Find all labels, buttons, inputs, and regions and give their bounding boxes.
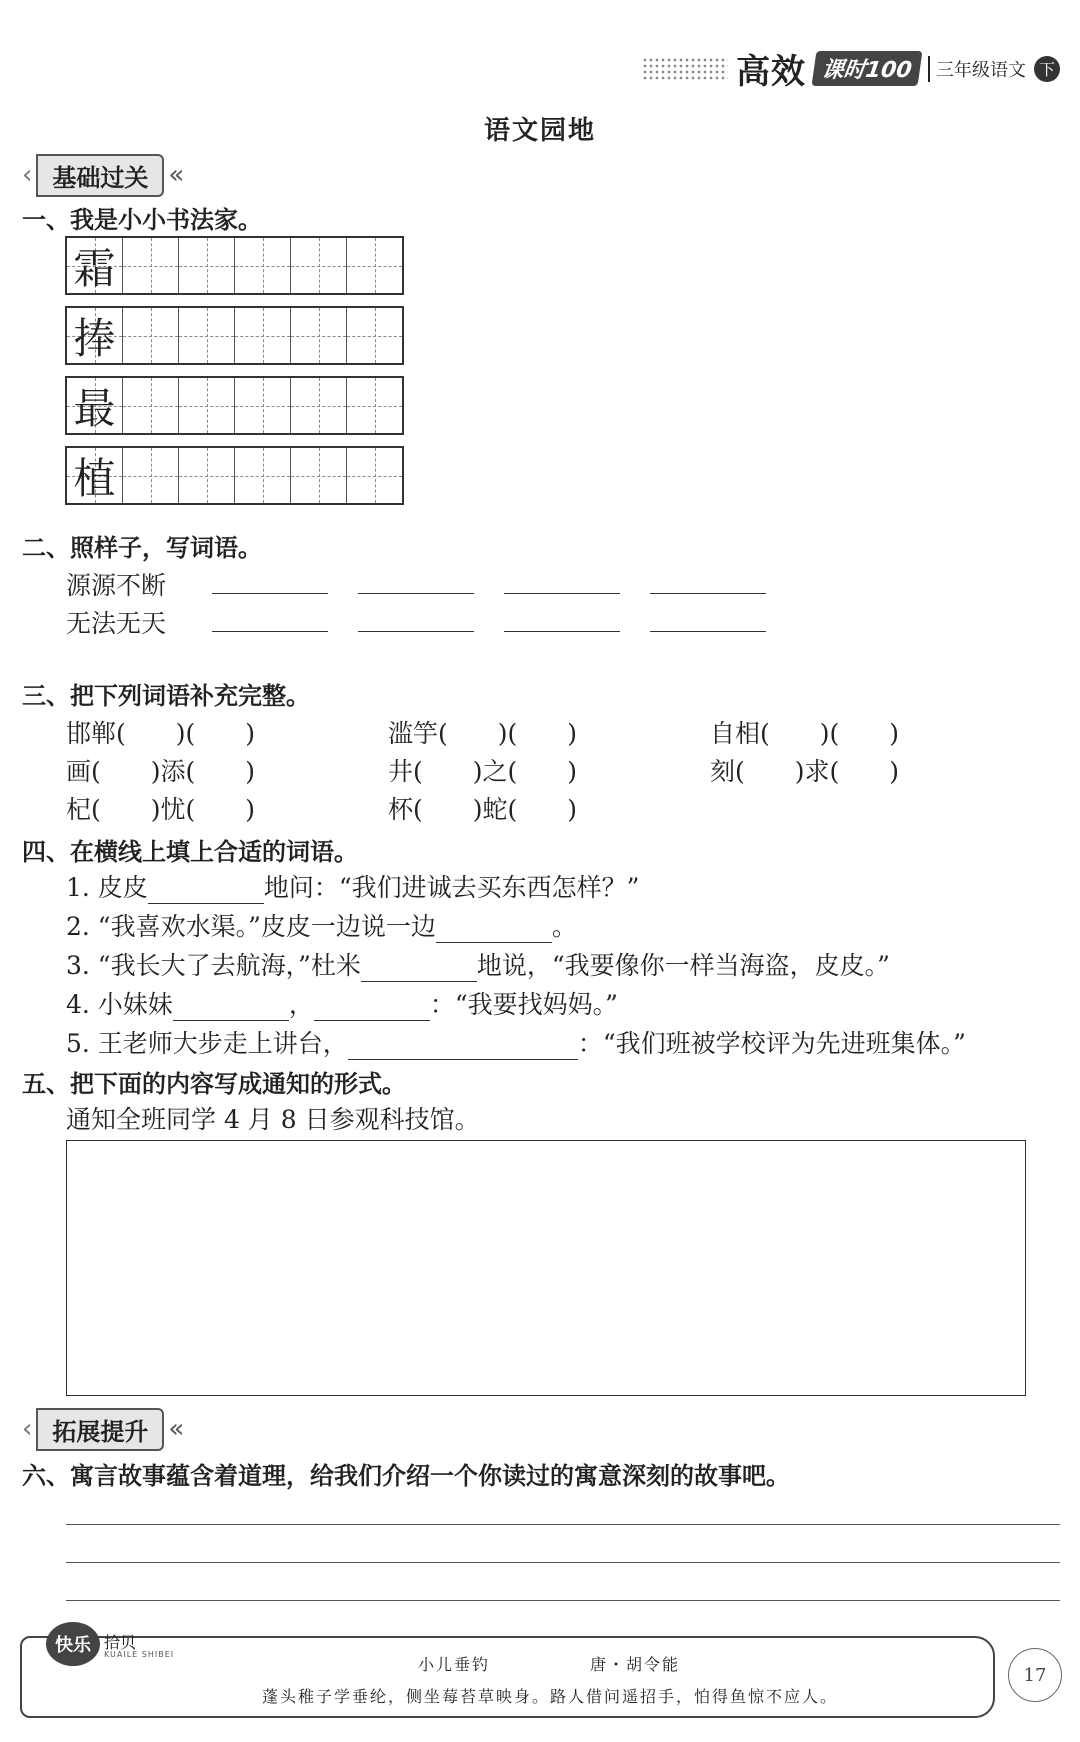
fun-label: 拾贝 [104,1633,137,1652]
grid-cell[interactable] [347,308,402,363]
grid-cell-model: 捧 [67,308,123,363]
double-chevron-left-icon: « [168,1414,179,1444]
idiom-fill[interactable]: 杞( )忧( ) [66,795,256,824]
sentence-text: ：“我们班被学校评为先进班集体。” [577,1029,966,1058]
question-1-heading: 一、我是小小书法家。 [22,206,262,234]
answer-blank[interactable] [212,592,328,594]
answer-blank[interactable] [436,918,552,943]
sentence-2 [66,907,577,943]
chevron-left-icon: ‹ [22,160,33,190]
answer-blank[interactable] [173,996,289,1021]
idiom-fill[interactable]: 画( )添( ) [66,757,256,786]
grid-cell[interactable] [123,238,179,293]
answer-blank[interactable] [314,996,430,1021]
question-2-heading: 二、照样子，写词语。 [22,534,262,562]
grid-cell[interactable] [179,238,235,293]
question-6-heading: 六、寓言故事蕴含着道理，给我们介绍一个你读过的寓意深刻的故事吧。 [22,1462,790,1490]
grid-cell-model: 植 [67,448,123,503]
grid-cell[interactable] [123,378,179,433]
page-header [642,44,1060,93]
sentence-text: 地说，“我要像你一样当海盗，皮皮。” [476,951,890,980]
sentence-text: ， [288,990,314,1019]
writing-grid-row [65,446,404,505]
poem-author: 唐・胡令能 [590,1655,681,1674]
sentence-text: 3. “我长大了去航海，”杜米 [66,951,361,980]
idiom-fill[interactable]: 杯( )蛇( ) [388,795,578,824]
fun-badge: 快乐 [46,1622,100,1666]
answer-blank[interactable] [212,630,328,632]
answer-blank[interactable] [504,630,620,632]
answer-blank[interactable] [348,1035,578,1060]
brand-title: 高效 [736,52,807,92]
sentence-4 [66,985,618,1021]
grid-cell-model: 最 [67,378,123,433]
grid-cell[interactable] [291,238,347,293]
question-4-heading: 四、在横线上填上合适的词语。 [22,838,358,866]
example-word: 源源不断 [66,571,167,600]
sentence-text: ：“我要找妈妈。” [429,990,618,1019]
section-banner-extend [22,1410,178,1448]
grid-cell[interactable] [235,378,291,433]
sentence-text: 地问：“我们进诚去买东西怎样？” [263,873,640,902]
grid-cell[interactable] [347,238,402,293]
notice-prompt: 通知全班同学 4 月 8 日参观科技馆。 [66,1105,480,1134]
idiom-fill[interactable]: 刻( )求( ) [710,757,900,786]
question-3-heading: 三、把下列词语补充完整。 [22,682,310,710]
sentence-text: 5. 王老师大步走上讲台， [66,1029,348,1058]
grid-cell[interactable] [235,448,291,503]
answer-blank[interactable] [358,592,474,594]
chevron-left-icon: ‹ [22,1414,33,1444]
question-5-heading: 五、把下面的内容写成通知的形式。 [22,1070,406,1098]
answer-blank[interactable] [361,957,477,982]
volume-badge: 下 [1034,56,1060,82]
writing-grid-row [65,236,404,295]
grid-cell[interactable] [123,308,179,363]
grid-cell[interactable] [235,238,291,293]
grid-cell[interactable] [291,378,347,433]
idiom-fill[interactable]: 邯郸( )( ) [66,719,256,748]
sentence-text: 1. 皮皮 [66,873,148,902]
sentence-text: 4. 小妹妹 [66,990,173,1019]
answer-blank[interactable] [650,592,766,594]
grid-cell[interactable] [347,448,402,503]
page-title: 语文园地 [483,116,596,146]
grid-cell[interactable] [291,448,347,503]
idiom-fill[interactable]: 井( )之( ) [388,757,578,786]
section-banner-basic [22,156,178,194]
grid-cell[interactable] [179,378,235,433]
answer-blank[interactable] [148,879,264,904]
section-label: 基础过关 [36,154,164,197]
grid-cell[interactable] [179,448,235,503]
poem-text: 蓬头稚子学垂纶，侧坐莓苔草映身。路人借问遥招手，怕得鱼惊不应人。 [262,1687,839,1706]
sentence-text: 2. “我喜欢水渠。”皮皮一边说一边 [66,912,436,941]
sentence-text: 。 [551,912,577,941]
grid-cell[interactable] [347,378,402,433]
sentence-1 [66,868,639,904]
grid-cell-model: 霜 [67,238,123,293]
fun-label-sub: KUAILE SHIBEI [104,1650,175,1659]
page-number: 17 [1008,1648,1062,1702]
writing-line[interactable] [66,1524,1060,1525]
section-label: 拓展提升 [36,1408,164,1451]
writing-line[interactable] [66,1562,1060,1563]
double-chevron-left-icon: « [168,160,179,190]
grade-label: 三年级语文 [928,56,1026,82]
idiom-fill[interactable]: 自相( )( ) [710,719,900,748]
writing-line[interactable] [66,1600,1060,1601]
dot-pattern-icon [642,57,728,81]
answer-blank[interactable] [358,630,474,632]
grid-cell[interactable] [123,448,179,503]
brand-subtitle: 课时100 [812,51,923,86]
grid-cell[interactable] [179,308,235,363]
writing-grid-row [65,376,404,435]
notice-writing-box[interactable] [66,1140,1026,1396]
writing-grid-row [65,306,404,365]
idiom-fill[interactable]: 滥竽( )( ) [388,719,578,748]
grid-cell[interactable] [235,308,291,363]
example-word: 无法无天 [66,609,167,638]
sentence-3 [66,946,890,982]
answer-blank[interactable] [650,630,766,632]
sentence-5 [66,1024,966,1060]
answer-blank[interactable] [504,592,620,594]
poem-title: 小儿垂钓 [418,1655,491,1674]
grid-cell[interactable] [291,308,347,363]
